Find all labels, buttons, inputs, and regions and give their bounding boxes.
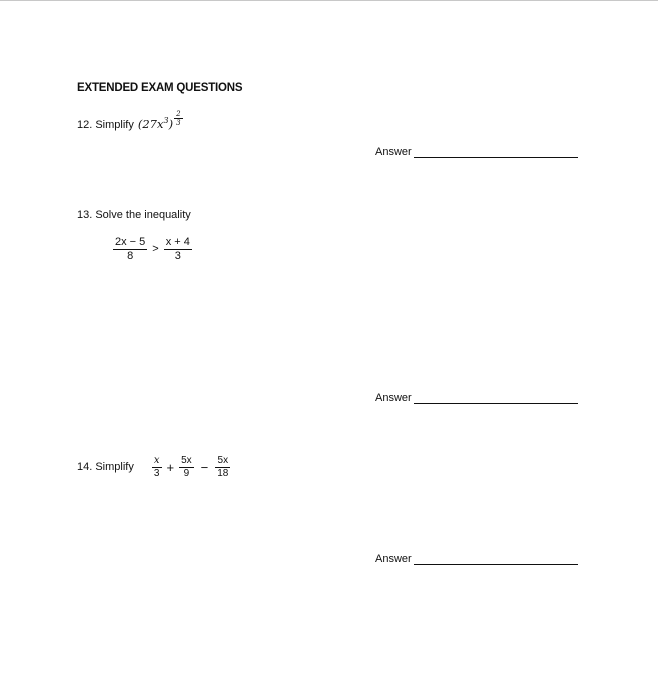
answer-14-line[interactable] xyxy=(414,554,578,565)
answer-13 xyxy=(375,392,578,404)
q14-t2-den: 9 xyxy=(183,467,190,479)
q13-rhs-den: 3 xyxy=(174,249,181,262)
q14-t3-num: 5x xyxy=(217,455,229,466)
q14-term1 xyxy=(152,455,162,479)
q13-rhs-num: x + 4 xyxy=(165,236,190,248)
question-14 xyxy=(77,455,231,479)
q12-exp-num: 2 xyxy=(176,110,181,119)
q13-lhs-den: 8 xyxy=(127,249,134,262)
q12-base: (27x xyxy=(137,116,164,131)
q14-term2 xyxy=(179,455,194,479)
q14-op1: + xyxy=(166,459,175,475)
q13-lhs-fraction xyxy=(113,236,147,262)
answer-14 xyxy=(375,553,578,565)
answer-13-line[interactable] xyxy=(414,393,578,404)
q12-close: ) xyxy=(168,116,174,131)
q12-inner-exponent: 3 xyxy=(163,116,169,125)
q14-t3-den: 18 xyxy=(217,467,229,479)
question-12-label: 12. Simplify xyxy=(77,118,134,131)
q14-term3 xyxy=(215,455,230,479)
q14-t2-num: 5x xyxy=(181,455,192,466)
answer-12-label: Answer xyxy=(375,146,412,158)
q14-t1-den: 3 xyxy=(153,467,160,479)
question-12 xyxy=(77,110,184,133)
q14-op2: − xyxy=(200,459,209,475)
q13-rhs-fraction xyxy=(164,236,192,262)
page-title: EXTENDED EXAM QUESTIONS xyxy=(77,82,243,94)
q12-exp-den: 3 xyxy=(176,119,181,128)
top-rule xyxy=(0,0,658,1)
answer-13-label: Answer xyxy=(375,392,412,404)
answer-12 xyxy=(375,146,578,158)
q13-lhs-num: 2x − 5 xyxy=(115,236,146,248)
question-14-label: 14. Simplify xyxy=(77,461,134,473)
question-13-inequality xyxy=(112,236,193,262)
q12-outer-exponent xyxy=(174,110,182,127)
q13-operator: > xyxy=(152,243,159,256)
answer-12-line[interactable] xyxy=(414,147,578,158)
question-12-expression xyxy=(137,110,184,133)
answer-14-label: Answer xyxy=(375,553,412,565)
question-13-label: 13. Solve the inequality xyxy=(77,209,191,221)
q14-t1-num: x xyxy=(153,455,160,466)
